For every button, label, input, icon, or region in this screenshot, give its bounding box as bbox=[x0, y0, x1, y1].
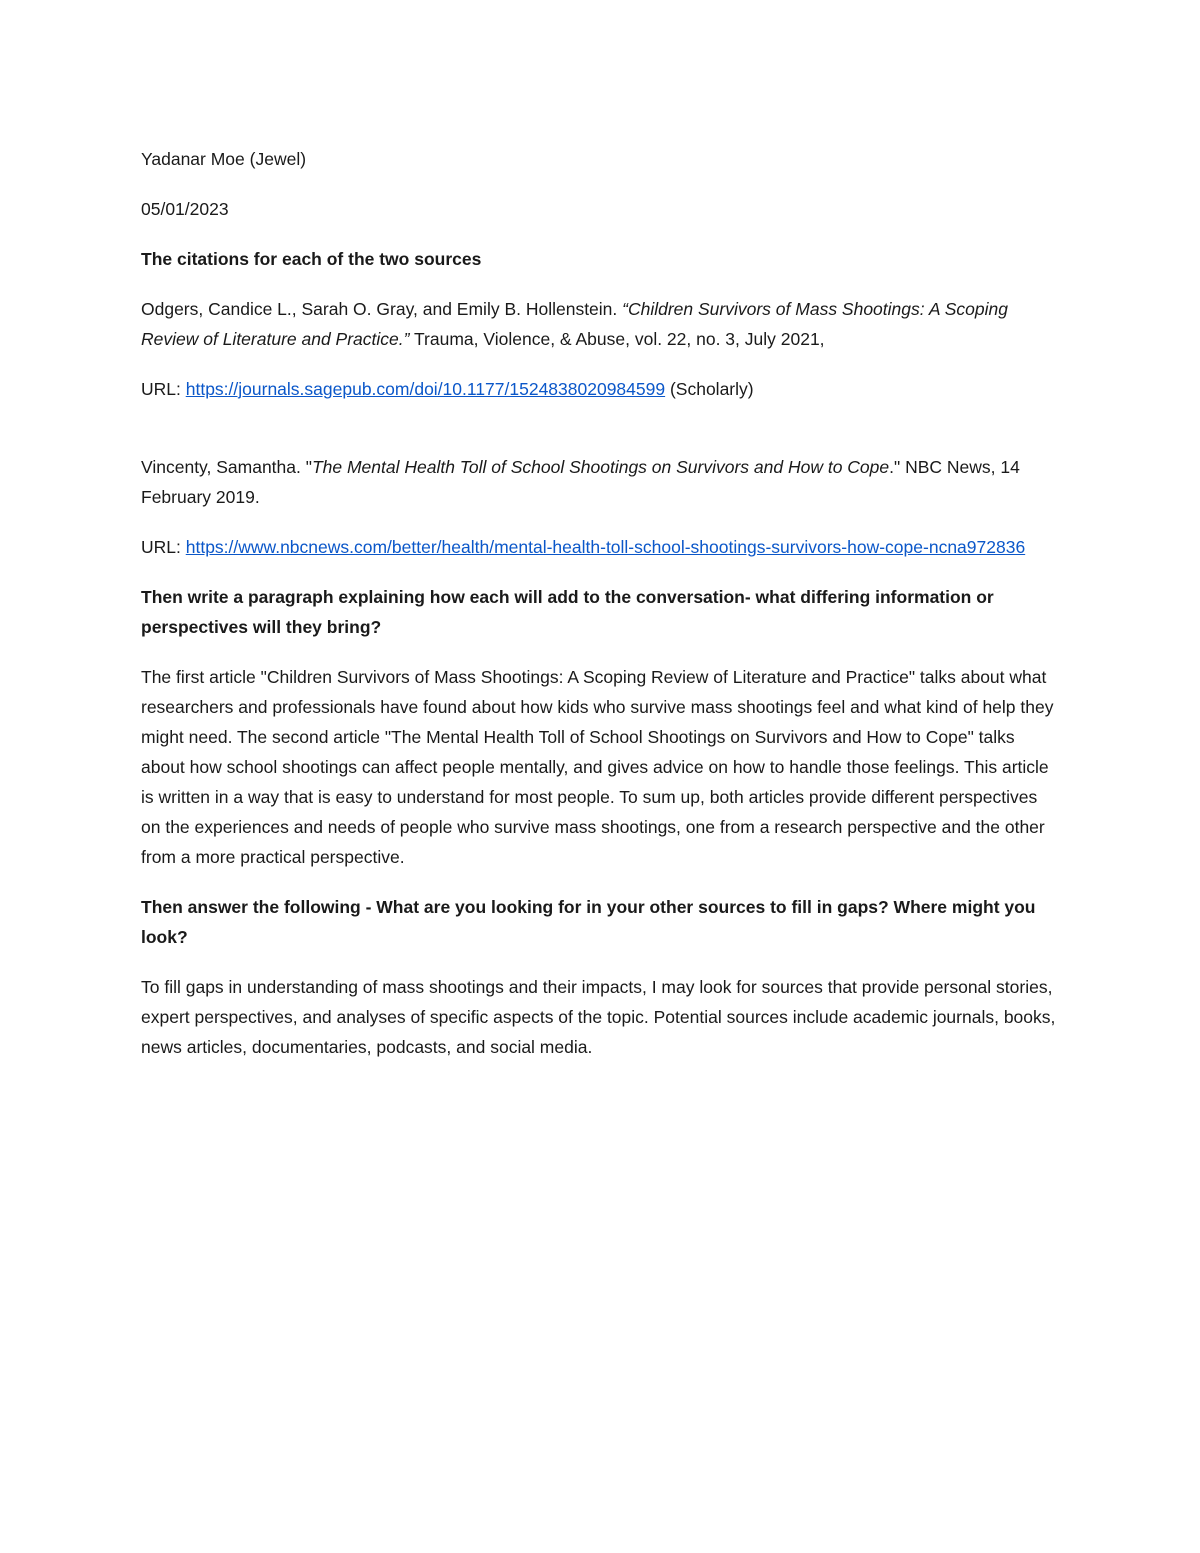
citation-1-url-label: URL: bbox=[141, 379, 186, 399]
citations-heading: The citations for each of the two sources bbox=[141, 249, 482, 269]
citation-2-url-line bbox=[141, 532, 1061, 562]
citation-1-url-link[interactable]: https://journals.sagepub.com/doi/10.1177/1524838020984599 bbox=[185, 379, 666, 399]
document-body bbox=[141, 144, 1061, 1082]
perspectives-heading: Then write a paragraph explaining how each will add to the conversation- what differing information or perspectives will they bring? bbox=[141, 587, 994, 637]
perspectives-paragraph: The first article "Children Survivors of Mass Shootings: A Scoping Review of Literature and Practice" talks about what researchers and professionals have found about how kids who survive mass shootings feel and what kind of help they might need. The second article "The Mental Health Toll of School Shootings on Survivors and How to Cope" talks about how school shootings can affect people mentally, and gives advice on how to handle those feelings. This article is written in a way that is easy to understand for most people. To sum up, both articles provide different perspectives on the experiences and needs of people who survive mass shootings, one from a research perspective and the other from a more practical perspective. bbox=[141, 667, 1054, 867]
citation-2 bbox=[141, 452, 1061, 512]
gaps-paragraph: To fill gaps in understanding of mass shootings and their impacts, I may look for sources that provide personal stories, expert perspectives, and analyses of specific aspects of the topic. Potential sources include academic journals, books, news articles, documentaries, podcasts, and social media. bbox=[141, 977, 1056, 1057]
citation-1-url-line bbox=[141, 374, 1061, 404]
citation-1-publication: Trauma, Violence, & Abuse, vol. 22, no. 3, July 2021, bbox=[409, 329, 825, 349]
citation-2-authors: Vincenty, Samantha. " bbox=[141, 457, 312, 477]
citation-1-authors: Odgers, Candice L., Sarah O. Gray, and Emily B. Hollenstein. bbox=[141, 299, 623, 319]
citation-2-url-label: URL: bbox=[141, 537, 186, 557]
gaps-heading: Then answer the following - What are you looking for in your other sources to fill in gaps? Where might you look? bbox=[141, 897, 1036, 947]
citation-1 bbox=[141, 294, 1061, 354]
citation-2-publication: ." NBC News, 14 February 2019. bbox=[141, 457, 1020, 507]
citation-1-title: “Children Survivors of Mass Shootings: A Scoping Review of Literature and Practice.” bbox=[141, 299, 1008, 349]
citation-1-url-suffix: (Scholarly) bbox=[665, 379, 754, 399]
author-name: Yadanar Moe (Jewel) bbox=[141, 149, 307, 169]
document-date: 05/01/2023 bbox=[141, 199, 229, 219]
citation-2-title: The Mental Health Toll of School Shootings on Survivors and How to Cope bbox=[311, 457, 890, 477]
citation-2-url-link[interactable]: https://www.nbcnews.com/better/health/mental-health-toll-school-shootings-survivors-how-cope-ncna972836 bbox=[185, 537, 1026, 557]
